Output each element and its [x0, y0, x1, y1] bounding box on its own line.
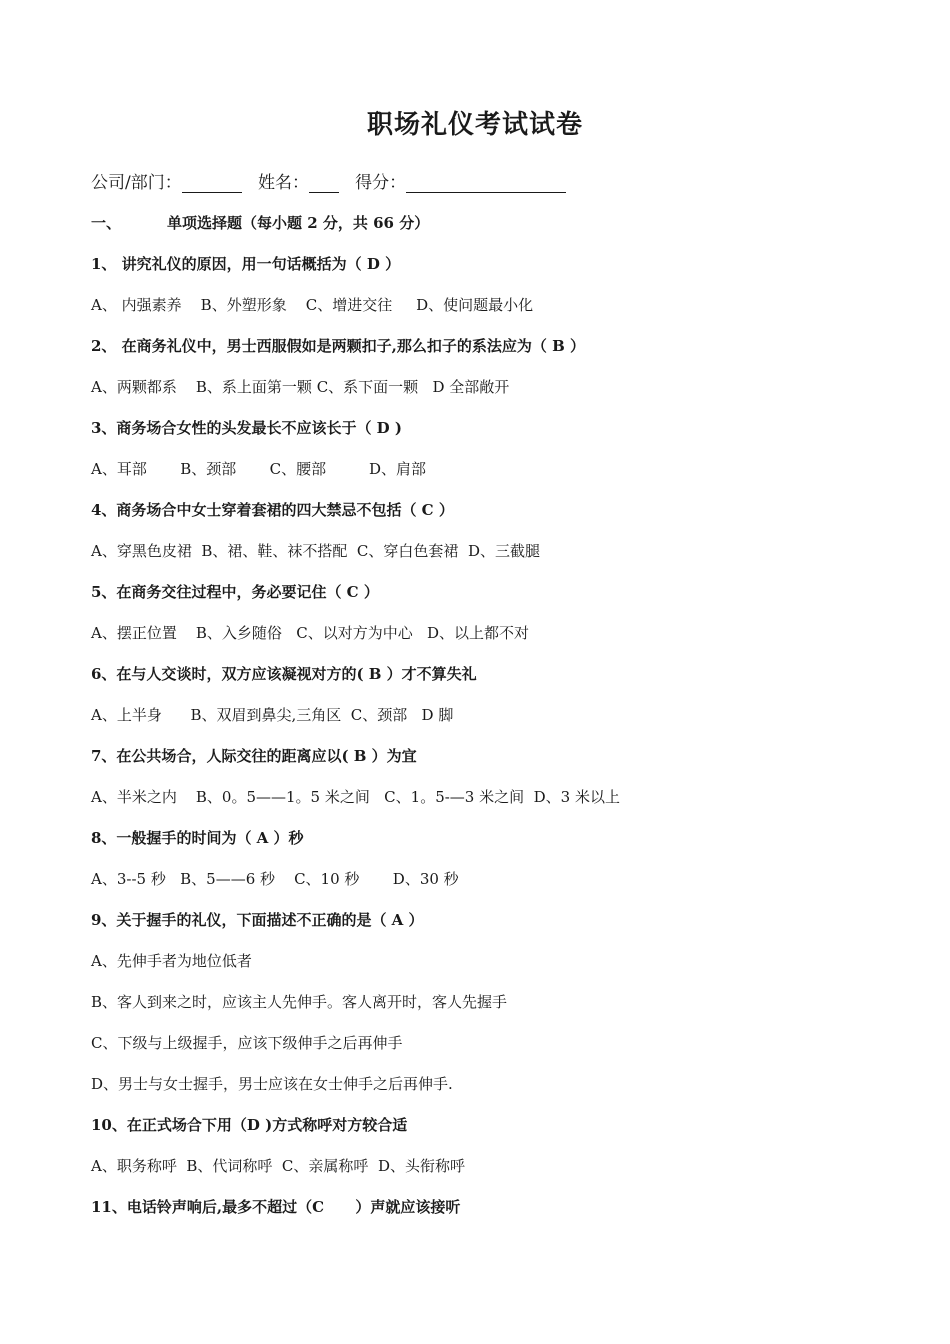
question-1: 1、 讲究礼仪的原因，用一句话概括为（ D ） — [91, 255, 401, 273]
name-label: 姓名： — [257, 173, 309, 193]
company-label: 公司/部门： — [91, 173, 182, 193]
question-10: 10、在正式场合下用（D )方式称呼对方较合适 — [91, 1116, 408, 1134]
options-5: A、摆正位置 B、入乡随俗 C、以对方为中心 D、以上都不对 — [91, 624, 530, 642]
company-blank[interactable] — [182, 174, 242, 193]
options-1: A、 内强素养 B、外塑形象 C、增进交往 D、使问题最小化 — [91, 296, 534, 314]
name-blank[interactable] — [309, 174, 339, 193]
options-10: A、职务称呼 B、代词称呼 C、亲属称呼 D、头衔称呼 — [91, 1157, 465, 1175]
question-6: 6、在与人交谈时，双方应该凝视对方的( B ）才不算失礼 — [91, 665, 477, 683]
info-line — [91, 168, 566, 193]
question-2: 2、 在商务礼仪中，男士西服假如是两颗扣子,那么扣子的系法应为（ B ） — [91, 337, 586, 355]
score-label: 得分： — [355, 173, 407, 193]
section-number: 一、 — [91, 214, 122, 232]
options-9-c: C、下级与上级握手，应该下级伸手之后再伸手 — [91, 1034, 403, 1052]
question-3: 3、商务场合女性的头发最长不应该长于（ D ) — [91, 419, 402, 437]
options-3: A、耳部 B、颈部 C、腰部 D、肩部 — [91, 460, 427, 478]
options-9-d: D、男士与女士握手，男士应该在女士伸手之后再伸手. — [91, 1075, 453, 1093]
options-2: A、两颗都系 B、系上面第一颗 C、系下面一颗 D 全部敞开 — [91, 378, 510, 396]
section-heading — [91, 212, 429, 233]
question-4: 4、商务场合中女士穿着套裙的四大禁忌不包括（ C ） — [91, 501, 454, 519]
question-9: 9、关于握手的礼仪，下面描述不正确的是（ A ） — [91, 911, 424, 929]
score-blank[interactable] — [406, 174, 566, 193]
question-8: 8、一般握手的时间为（ A ）秒 — [91, 829, 304, 847]
options-4: A、穿黑色皮裙 B、裙、鞋、袜不搭配 C、穿白色套裙 D、三截腿 — [91, 542, 540, 560]
question-11: 11、电话铃声响后,最多不超过（C ）声就应该接听 — [91, 1198, 461, 1216]
options-9-a: A、先伸手者为地位低者 — [91, 952, 252, 970]
section-title: 单项选择题（每小题 2 分，共 66 分） — [167, 214, 430, 232]
question-7: 7、在公共场合，人际交往的距离应以( B ）为宜 — [91, 747, 417, 765]
page-title: 职场礼仪考试试卷 — [366, 110, 583, 140]
question-5: 5、在商务交往过程中，务必要记住（ C ） — [91, 583, 379, 601]
options-7: A、半米之内 B、0。5——1。5 米之间 C、1。5-—3 米之间 D、3 米以上 — [91, 788, 620, 806]
options-8: A、3--5 秒 B、5——6 秒 C、10 秒 D、30 秒 — [91, 870, 459, 888]
options-6: A、上半身 B、双眉到鼻尖,三角区 C、颈部 D 脚 — [91, 706, 454, 724]
options-9-b: B、客人到来之时，应该主人先伸手。客人离开时，客人先握手 — [91, 993, 508, 1011]
